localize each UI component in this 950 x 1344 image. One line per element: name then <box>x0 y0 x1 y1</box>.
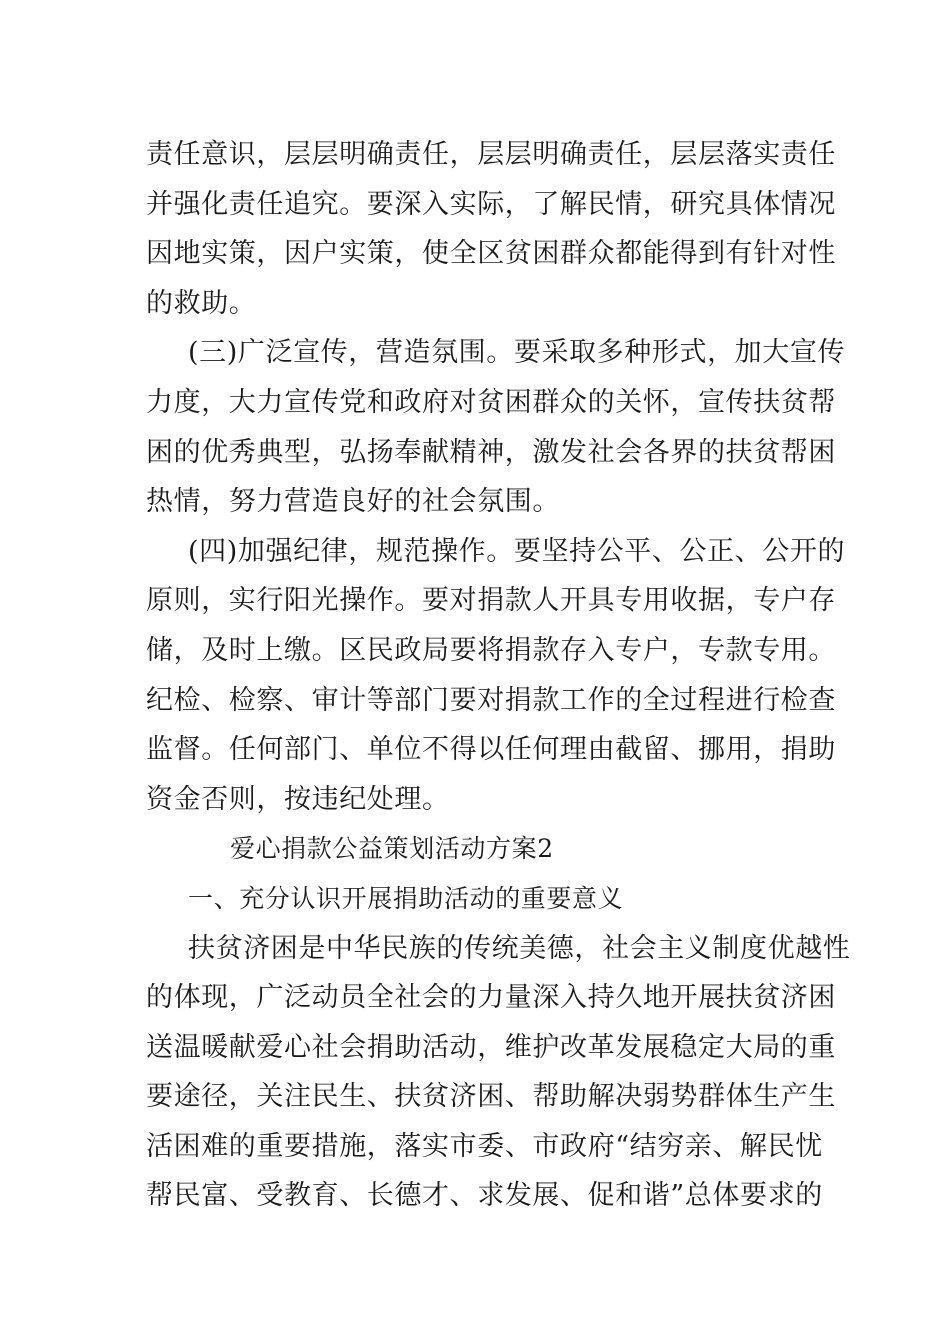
text-line: (四)加强纪律，规范操作。要坚持公平、公正、公开的 <box>188 535 846 567</box>
paragraph-three <box>146 328 846 526</box>
paragraph-five <box>146 924 851 1222</box>
text-line: 因地实策，因户实策，使全区贫困群众都能得到有针对性 <box>146 238 836 270</box>
text-line: 储，及时上缴。区民政局要将捐款存入专户，专款专用。 <box>146 634 836 666</box>
text-line: 送温暖献爱心社会捐助活动，维护改革发展稳定大局的重 <box>146 1031 836 1063</box>
section-heading: 一、充分认识开展捐助活动的重要意义 <box>188 883 624 913</box>
text-line: 热情，努力营造良好的社会氛围。 <box>146 486 560 518</box>
text-line: 扶贫济困是中华民族的传统美德，社会主义制度优越性 <box>188 932 851 964</box>
paragraph-continuation <box>146 130 836 328</box>
text-line: 的救助。 <box>146 287 257 319</box>
text-line: 力度，大力宣传党和政府对贫困群众的关怀，宣传扶贫帮 <box>146 386 836 418</box>
text-line: 并强化责任追究。要深入实际，了解民情，研究具体情况 <box>146 188 836 220</box>
text-line: (三)广泛宣传，营造氛围。要采取多种形式，加大宣传 <box>188 337 846 369</box>
text-line: 资金否则，按违纪处理。 <box>146 783 450 815</box>
section-title: 爱心捐款公益策划活动方案2 <box>230 834 554 864</box>
text-line: 帮民富、受教育、长德才、求发展、促和谐”总体要求的 <box>146 1180 823 1212</box>
text-line: 活困难的重要措施，落实市委、市政府“结穷亲、解民忧 <box>146 1130 823 1162</box>
text-line: 原则，实行阳光操作。要对捐款人开具专用收据，专户存 <box>146 585 836 617</box>
text-line: 责任意识，层层明确责任，层层明确责任，层层落实责任 <box>146 139 836 170</box>
text-line: 要途径，关注民生、扶贫济困、帮助解决弱势群体生产生 <box>146 1081 836 1113</box>
document-body <box>146 130 851 1221</box>
text-line: 纪检、检察、审计等部门要对捐款工作的全过程进行检查 <box>146 684 836 716</box>
text-line: 的体现，广泛动员全社会的力量深入持久地开展扶贫济困 <box>146 982 836 1014</box>
text-line: 困的优秀典型，弘扬奉献精神，激发社会各界的扶贫帮困 <box>146 436 836 468</box>
paragraph-four <box>146 527 846 825</box>
text-line: 监督。任何部门、单位不得以任何理由截留、挪用，捐助 <box>146 734 836 766</box>
